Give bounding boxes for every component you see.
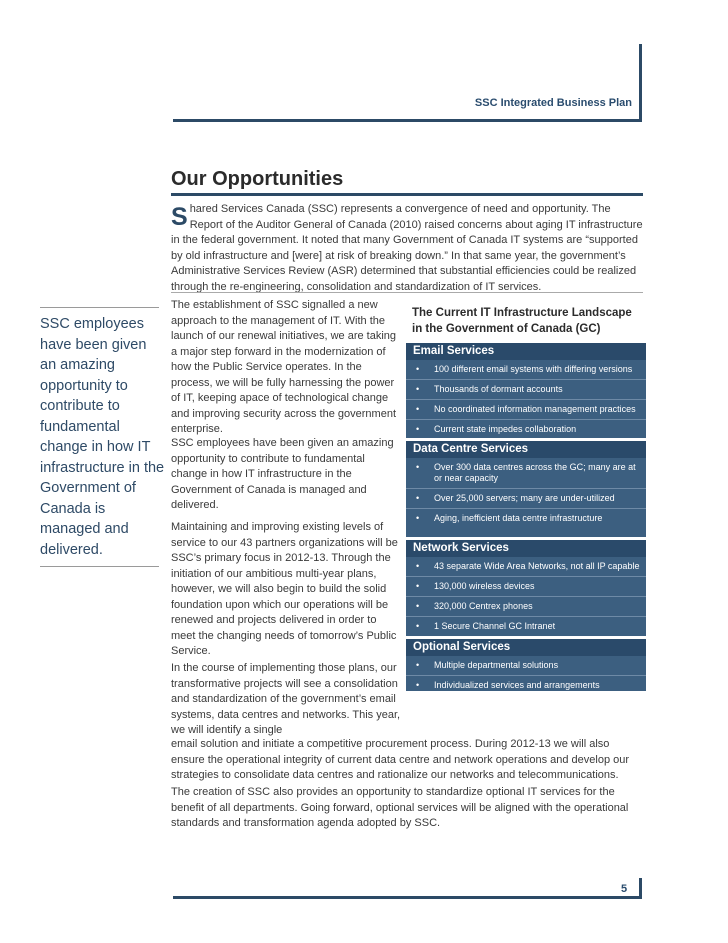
bullet-icon: • xyxy=(416,364,420,374)
list-item-text: Current state impedes collaboration xyxy=(434,424,577,434)
bullet-icon: • xyxy=(416,404,420,414)
drop-cap: S xyxy=(171,203,188,231)
bullet-icon: • xyxy=(416,513,420,523)
list-item-text: Thousands of dormant accounts xyxy=(434,384,563,394)
bullet-icon: • xyxy=(416,462,420,472)
paragraph-creation: The creation of SSC also provides an opportunity to standardize optional IT services for the benefit of all departments. Going forward, optional services will be aligned with the operational standards and transformation agenda adopted by SSC. xyxy=(171,786,629,829)
list-item-text: No coordinated information management practices xyxy=(434,404,636,414)
network-services-list xyxy=(406,557,646,636)
section-title: Our Opportunities xyxy=(171,168,344,190)
bullet-icon: • xyxy=(416,493,420,503)
header-vertical-rule xyxy=(639,44,642,119)
list-item xyxy=(406,557,646,576)
paragraph-implementing: In the course of implementing those plans, our transformative projects will see a consolidation and standardization of the government’s email systems, data centres and networks. This year, we will identify a single xyxy=(171,662,401,736)
optional-services-list xyxy=(406,656,646,695)
intro-text: hared Services Canada (SSC) represents a convergence of need and opportunity. The Report of the Auditor General of Canada (2010) raised concerns about aging IT infrastructure in the federal government. It noted that many Government of Canada IT systems are “supported by old infrastructure and [were] at risk of breaking down.” In that same year, the government’s Administrative Services Review (ASR) determined that substantial efficiencies could be realized through the re-engineering, consolidation and standardization of IT services. xyxy=(171,203,643,293)
network-services-heading: Network Services xyxy=(406,540,646,557)
bullet-icon: • xyxy=(416,621,420,631)
header-horizontal-rule xyxy=(173,119,642,122)
bullet-icon: • xyxy=(416,424,420,434)
list-item xyxy=(406,360,646,379)
page-number: 5 xyxy=(621,883,628,895)
optional-services-heading: Optional Services xyxy=(406,639,646,656)
pull-quote-text: SSC employees have been given an amazing opportunity to contribute to fundamental change in how IT infrastructure in the Government of Canada is managed and delivered. xyxy=(40,316,165,558)
pull-quote xyxy=(40,307,165,567)
bullet-icon: • xyxy=(416,561,420,571)
list-item xyxy=(406,419,646,439)
intro-paragraph xyxy=(171,202,643,295)
list-item-text: Over 300 data centres across the GC; many are at or near capacity xyxy=(434,462,636,483)
list-item xyxy=(406,596,646,616)
bullet-icon: • xyxy=(416,581,420,591)
bullet-icon: • xyxy=(416,601,420,611)
paragraph-maintaining: Maintaining and improving existing levels of service to our 43 partners organizations will be SSC’s primary focus in 2012-13. Through the initiation of our ambitious multi-year plans, however, we will also begin to build the solid foundation upon which our operations will be renewed and projects delivered in order to meet the changing needs of tomorrow’s Public Service. xyxy=(171,521,398,657)
network-services-box xyxy=(406,540,646,636)
list-item-text: 320,000 Centrex phones xyxy=(434,601,533,611)
list-item-text: Individualized services and arrangements xyxy=(434,680,600,690)
list-item-text: Over 25,000 servers; many are under-utilized xyxy=(434,493,615,503)
list-item xyxy=(406,576,646,596)
list-item-text: 43 separate Wide Area Networks, not all IP capable xyxy=(434,561,640,571)
list-item xyxy=(406,379,646,399)
document-header-title: SSC Integrated Business Plan xyxy=(474,97,632,109)
list-item xyxy=(406,656,646,675)
list-item-text: Multiple departmental solutions xyxy=(434,660,559,670)
footer-rule xyxy=(173,896,641,899)
paragraph-implementing-continued: email solution and initiate a competitive procurement process. During 2012-13 we will also ensure the operational integrity of current data centre and network operations and develop our strategies to consolidate data centres and rationalize our networks and telecommunications. xyxy=(171,738,630,781)
list-item-text: Aging, inefficient data centre infrastructure xyxy=(434,513,603,523)
paragraph-employees: SSC employees have been given an amazing opportunity to contribute to fundamental change in how IT infrastructure in the Government of Canada is managed and delivered. xyxy=(171,437,394,511)
list-item xyxy=(406,458,646,488)
footer-vertical-rule xyxy=(639,878,642,899)
data-centre-services-list xyxy=(406,458,646,528)
title-rule xyxy=(171,193,643,196)
paragraph-establishment: The establishment of SSC signalled a new approach to the management of IT. With the launch of our renewal initiatives, we are taking a major step forward in the modernization of how the Public Service operates. In the process, we will be fully harnessing the power of IT, keeping apace of technological change and improving security across the government enterprise. xyxy=(171,299,397,435)
bullet-icon: • xyxy=(416,660,420,670)
panel-title: The Current IT Infrastructure Landscape in the Government of Canada (GC) xyxy=(412,307,632,335)
list-item xyxy=(406,508,646,528)
optional-services-box xyxy=(406,639,646,691)
email-services-box xyxy=(406,343,646,438)
email-services-list xyxy=(406,360,646,439)
bullet-icon: • xyxy=(416,680,420,690)
data-centre-services-heading: Data Centre Services xyxy=(406,441,646,458)
list-item-text: 1 Secure Channel GC Intranet xyxy=(434,621,556,631)
email-services-heading: Email Services xyxy=(406,343,646,360)
list-item xyxy=(406,675,646,695)
list-item-text: 100 different email systems with differing versions xyxy=(434,364,633,374)
list-item xyxy=(406,488,646,508)
list-item xyxy=(406,399,646,419)
list-item-text: 130,000 wireless devices xyxy=(434,581,535,591)
intro-divider xyxy=(171,292,643,293)
list-item xyxy=(406,616,646,636)
data-centre-services-box xyxy=(406,441,646,537)
bullet-icon: • xyxy=(416,384,420,394)
